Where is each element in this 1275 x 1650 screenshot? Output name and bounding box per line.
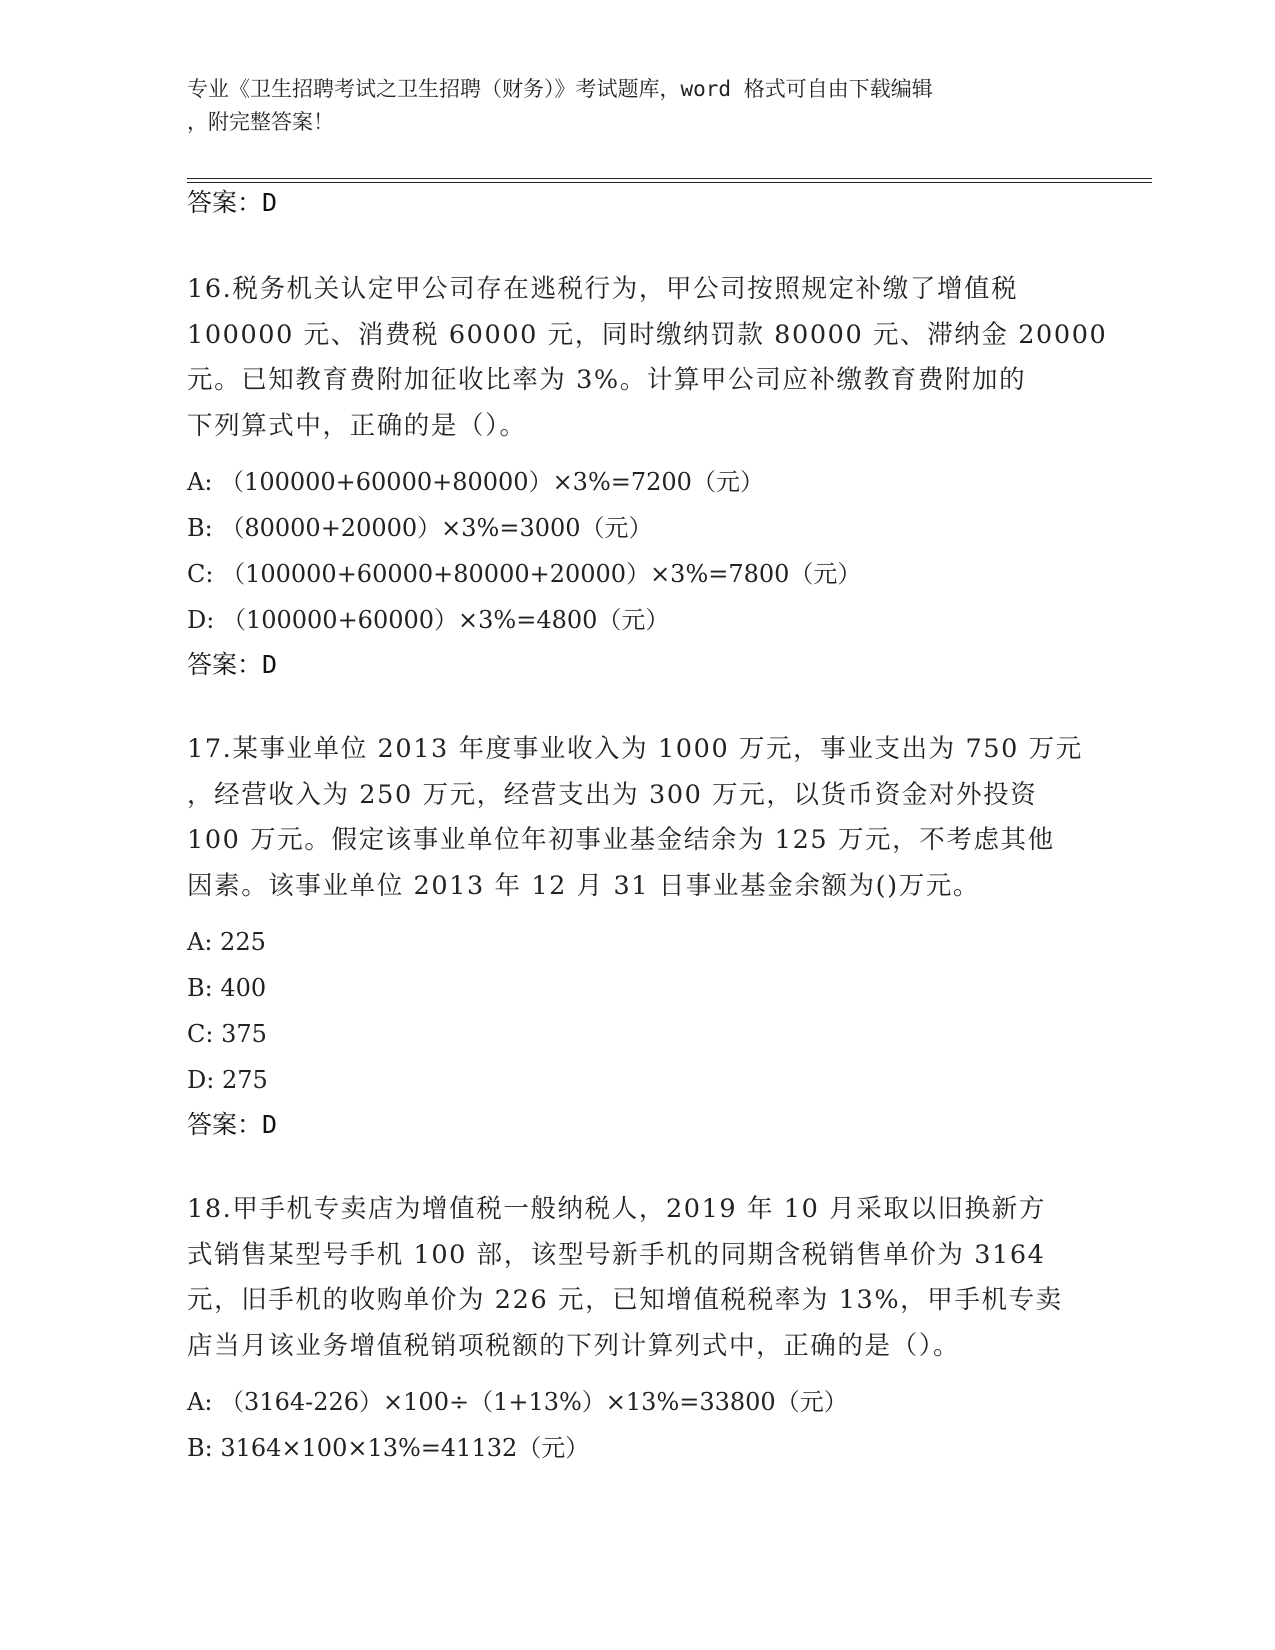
question-line: 18.甲手机专卖店为增值税一般纳税人，2019 年 10 月采取以旧换新方 [187,1194,1046,1224]
question-17-answer: 答案：D [187,1110,278,1139]
question-17-option-c: C: 375 [187,1020,267,1048]
question-line: 下列算式中，正确的是（）。 [187,410,527,441]
question-line: 店当月该业务增值税销项税额的下列计算列式中，正确的是（）。 [187,1330,961,1361]
question-line: 元，旧手机的收购单价为 226 元，已知增值税税率为 13%，甲手机专卖 [187,1285,1063,1315]
question-16-option-d: D: （100000+60000）×3%=4800（元） [187,606,670,634]
question-line: 16.税务机关认定甲公司存在逃税行为，甲公司按照规定补缴了增值税 [187,274,1019,304]
question-18-text [187,1187,1063,1369]
previous-answer: 答案：D [187,188,278,217]
question-17-option-b: B: 400 [187,974,267,1002]
question-line: 17.某事业单位 2013 年度事业收入为 1000 万元，事业支出为 750 万元 [187,734,1083,764]
question-line: 100 万元。假定该事业单位年初事业基金结余为 125 万元，不考虑其他 [187,825,1055,855]
question-17-option-d: D: 275 [187,1066,268,1094]
question-17-option-a: A: 225 [187,928,266,956]
question-line: 100000 元、消费税 60000 元，同时缴纳罚款 80000 元、滞纳金 20000 [187,319,1108,350]
header-line-1: 专业《卫生招聘考试之卫生招聘（财务）》考试题库，word 格式可自由下载编辑 [187,77,933,101]
page-header [187,73,1067,139]
question-16-option-b: B: （80000+20000）×3%=3000（元） [187,514,653,542]
header-line-2: ，附完整答案！ [187,110,334,134]
question-16-option-c: C: （100000+60000+80000+20000）×3%=7800（元） [187,560,862,588]
question-18-option-b: B: 3164×100×13%=41132（元） [187,1434,590,1462]
question-16-option-a: A: （100000+60000+80000）×3%=7200（元） [187,468,764,496]
header-divider-bottom [187,182,1152,183]
question-line: 元。已知教育费附加征收比率为 3%。计算甲公司应补缴教育费附加的 [187,365,1027,395]
question-16-answer: 答案：D [187,650,278,679]
question-line: 式销售某型号手机 100 部，该型号新手机的同期含税销售单价为 3164 [187,1239,1046,1270]
question-16-text [187,267,1107,449]
question-line: ，经营收入为 250 万元，经营支出为 300 万元，以货币资金对外投资 [187,779,1038,810]
question-17-text [187,727,1083,909]
header-divider-top [187,178,1152,179]
question-line: 因素。该事业单位 2013 年 12 月 31 日事业基金余额为()万元。 [187,870,981,901]
question-18-option-a: A: （3164-226）×100÷（1+13%）×13%=33800（元） [187,1388,848,1416]
